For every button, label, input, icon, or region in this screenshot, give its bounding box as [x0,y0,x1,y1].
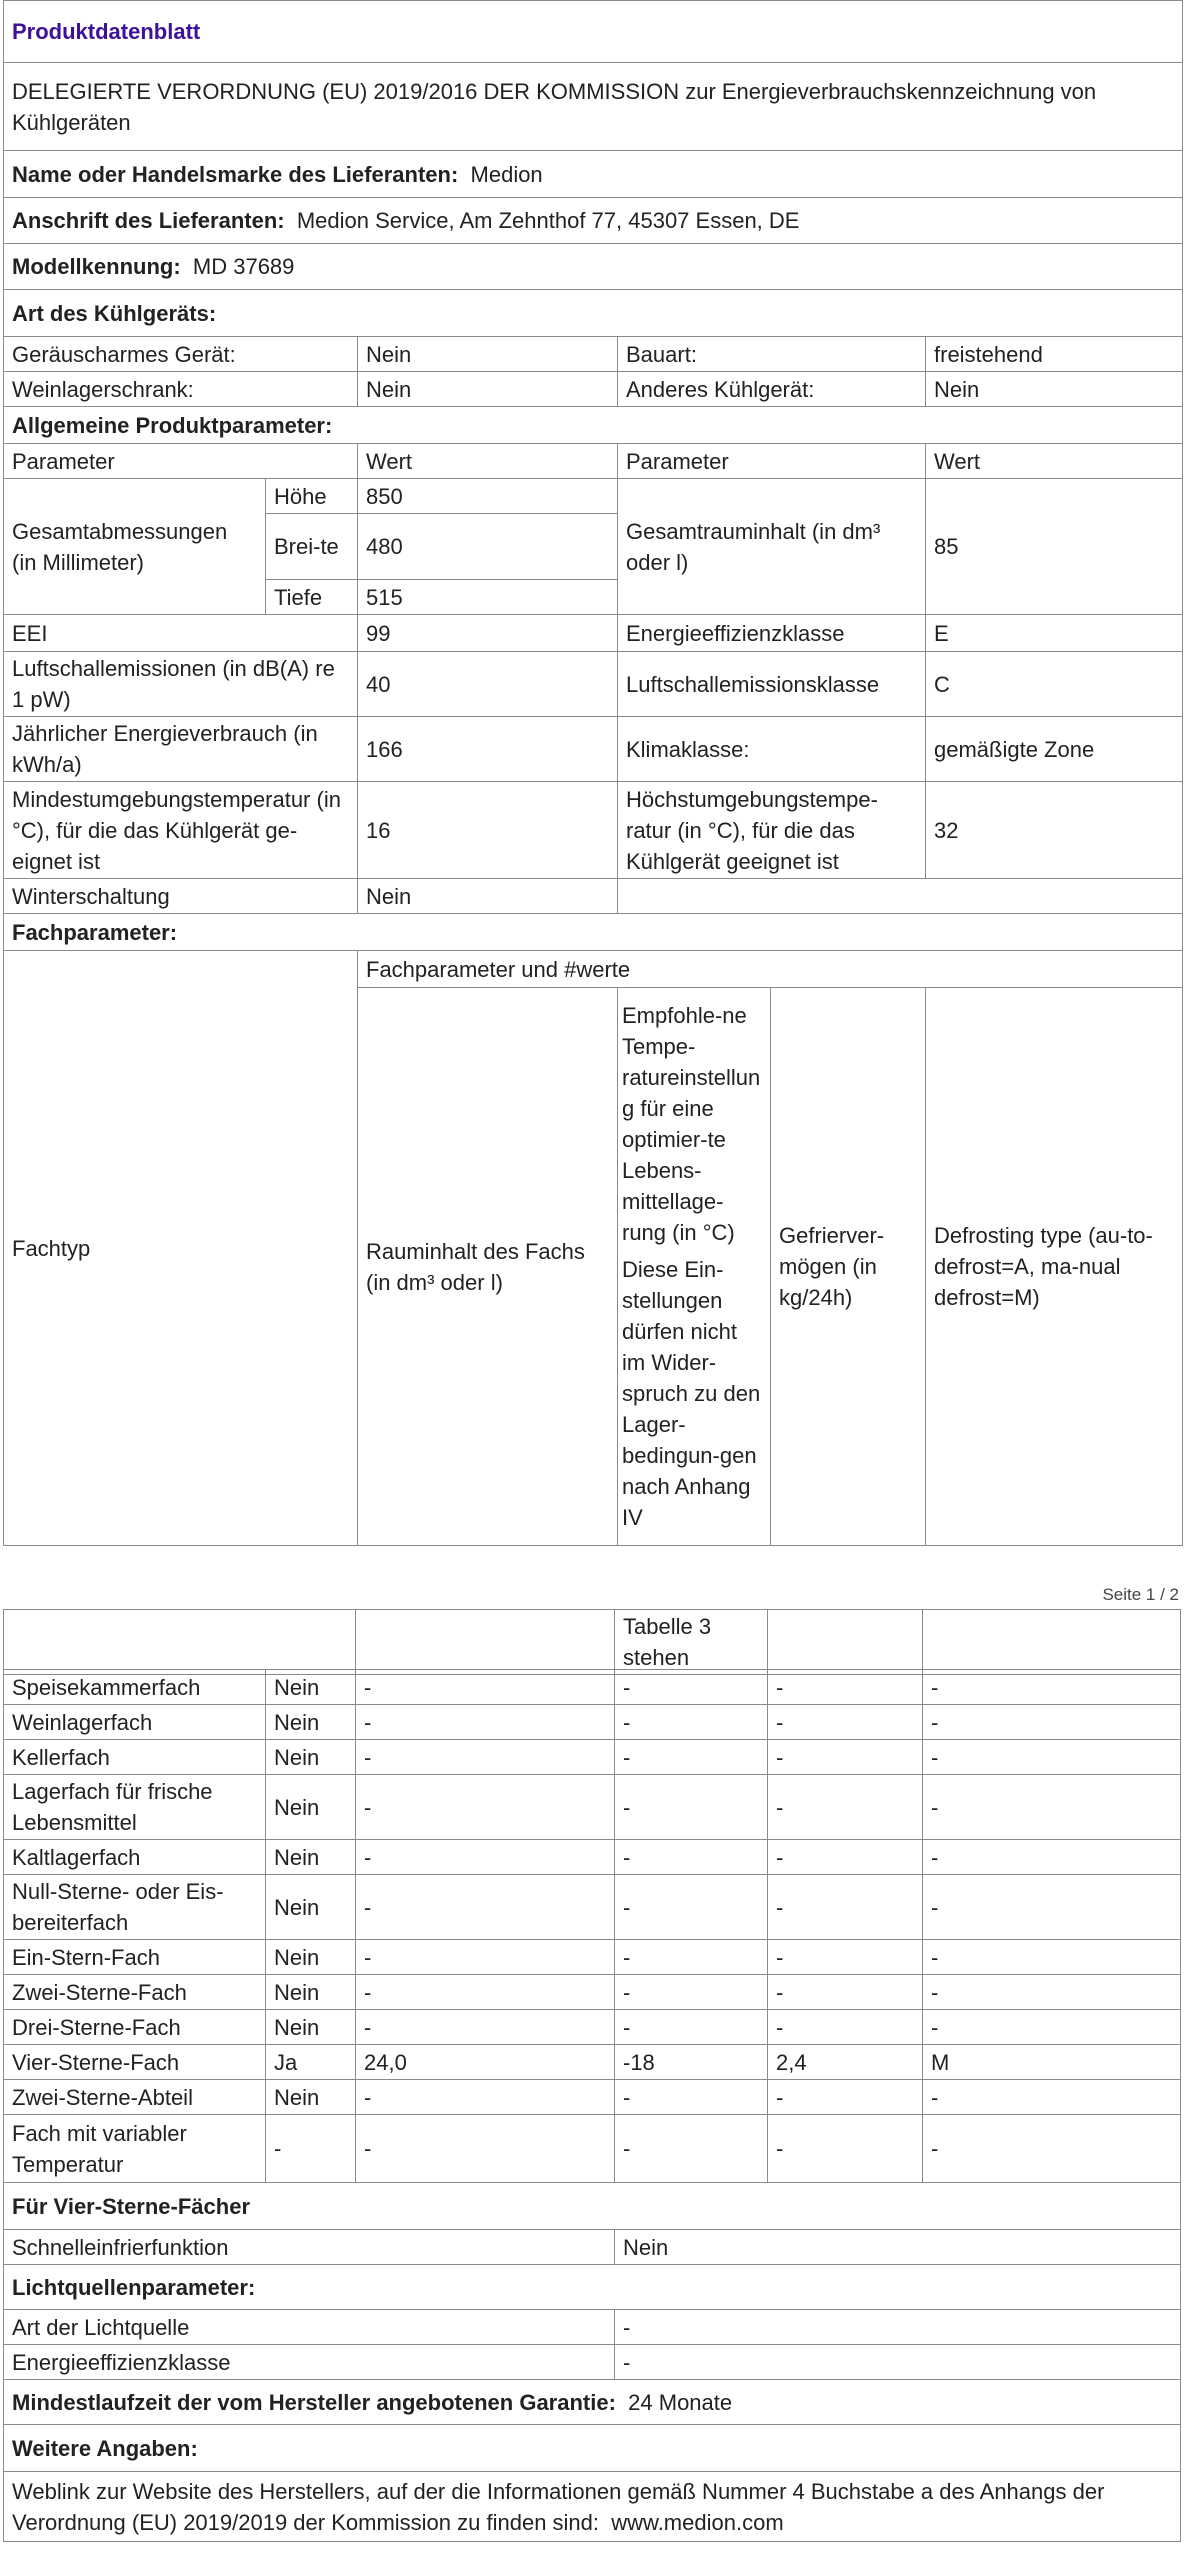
weblink-row [4,2472,1181,2542]
compartment-freeze: - [768,1840,923,1875]
energy-class-label: Energieeffizienzklasse [618,615,926,652]
compartment-freeze: - [768,2010,923,2045]
low-noise-value: Nein [358,337,618,372]
compartment-defrost: - [923,1875,1181,1940]
compartment-present: Nein [266,2010,356,2045]
wine-cabinet-label: Weinlagerschrank: [4,372,358,407]
compartment-rows [3,1669,1181,2542]
eei-label: EEI [4,615,358,652]
compartment-present: Ja [266,2045,356,2080]
compartment-defrost: - [923,2080,1181,2115]
compartment-volume: - [356,1740,615,1775]
compartment-present: Nein [266,2080,356,2115]
compartment-name: Fach mit variabler Temperatur [4,2115,266,2183]
other-appliance-label: Anderes Kühlgerät: [618,372,926,407]
compartment-freeze: - [768,2115,923,2183]
col-defrost-header-cont [923,1610,1181,1675]
compartment-temp: - [615,1940,768,1975]
other-appliance-value: Nein [926,372,1183,407]
compartment-volume: - [356,1670,615,1705]
compartment-freeze: - [768,1705,923,1740]
compartment-defrost: - [923,1940,1181,1975]
compartment-defrost: - [923,2115,1181,2183]
light-class-value: - [615,2345,1181,2380]
col-freeze-header: Gefrierver-mögen (in kg/24h) [771,988,926,1546]
compartment-defrost: - [923,1670,1181,1705]
empty-cell [618,879,1183,914]
compartment-freeze: - [768,1740,923,1775]
compartment-defrost: - [923,1705,1181,1740]
compartment-name: Drei-Sterne-Fach [4,2010,266,2045]
compartment-freeze: - [768,1670,923,1705]
energy-class-value: E [926,615,1183,652]
col-temp-header-part-b: Diese Ein-stellungen dürfen nicht im Wider-spruch zu den Lager-bedingun-gen nach Anhang IV [622,1257,761,1530]
wine-cabinet-value: Nein [358,372,618,407]
compartment-row [4,2080,1181,2115]
compartment-present: Nein [266,1740,356,1775]
warranty-label: Mindestlaufzeit der vom Hersteller angebotenen Garantie: [12,2389,616,2415]
general-params-heading: Allgemeine Produktparameter: [4,407,1183,444]
depth-value: 515 [358,580,618,615]
compartment-temp: - [615,2080,768,2115]
noise-class-value: C [926,652,1183,717]
compartment-temp: - [615,1775,768,1840]
width-value: 480 [358,514,618,580]
height-value: 850 [358,479,618,514]
supplier-name-value: Medion [470,161,543,187]
compartment-row [4,1775,1181,1840]
supplier-address-label: Anschrift des Lieferanten: [12,208,285,233]
height-label: Höhe [266,479,358,514]
compartment-tbody [4,1670,1181,2183]
compartment-temp: - [615,1975,768,2010]
compartment-row [4,1670,1181,1705]
winter-mode-label: Winterschaltung [4,879,358,914]
light-source-heading: Lichtquellenparameter: [4,2265,1181,2310]
col-volume-header-cont [356,1610,615,1675]
compartment-name: Weinlagerfach [4,1705,266,1740]
climate-class-value: gemäßigte Zone [926,717,1183,782]
compartment-present: - [266,2115,356,2183]
compartment-name: Lagerfach für frische Lebensmittel [4,1775,266,1840]
noise-class-label: Luftschallemissionsklasse [618,652,926,717]
compartment-present: Nein [266,1775,356,1840]
winter-mode-value: Nein [358,879,618,914]
compartment-row [4,1940,1181,1975]
noise-emission-label: Luftschallemissionen (in dB(A) re 1 pW) [4,652,358,717]
depth-label: Tiefe [266,580,358,615]
compartment-name: Kellerfach [4,1740,266,1775]
compartment-temp: - [615,1670,768,1705]
compartment-name: Zwei-Sterne-Fach [4,1975,266,2010]
light-type-label: Art der Lichtquelle [4,2310,615,2345]
total-volume-label: Gesamtrauminhalt (in dm³ oder l) [618,479,926,615]
compartment-defrost: - [923,1775,1181,1840]
model-id-label: Modellkennung: [12,254,181,279]
compartment-volume: 24,0 [356,2045,615,2080]
compartment-volume: - [356,2115,615,2183]
col-volume-header: Rauminhalt des Fachs (in dm³ oder l) [358,988,618,1546]
datasheet-table-page-1 [3,0,1183,1546]
min-temp-value: 16 [358,782,618,879]
compartment-row [4,2115,1181,2183]
compartment-volume: - [356,1705,615,1740]
page-title: Produktdatenblatt [4,1,1183,63]
appliance-type-heading: Art des Kühlgeräts: [4,290,1183,337]
compartment-present: Nein [266,1875,356,1940]
supplier-name-row [4,151,1183,198]
supplier-address-value: Medion Service, Am Zehnthof 77, 45307 Essen, DE [296,208,800,233]
supplier-name-label: Name oder Handelsmarke des Lieferanten: [12,161,459,187]
compartment-temp: - [615,1740,768,1775]
compartment-row [4,2045,1181,2080]
compartment-present: Nein [266,1975,356,2010]
col-defrost-header: Defrosting type (au-to-defrost=A, ma-nual defrost=M) [926,988,1183,1546]
compartment-defrost: - [923,1975,1181,2010]
compartment-temp: - [615,2115,768,2183]
compartment-temp: - [615,1875,768,1940]
quick-freeze-value: Nein [615,2230,1181,2265]
compartment-name: Null-Sterne- oder Eis-bereiterfach [4,1875,266,1940]
low-noise-label: Geräuscharmes Gerät: [4,337,358,372]
general-col-value-2: Wert [926,444,1183,479]
compartment-row [4,1740,1181,1775]
compartment-volume: - [356,2010,615,2045]
supplier-address-row [4,198,1183,244]
weblink-text: Weblink zur Website des Herstellers, auf der die Informationen gemäß Nummer 4 Buchstabe a des Anhangs der Verordnung (EU) 2019/2019 der Kommission zu finden sind: [12,2478,1105,2535]
compartment-temp: -18 [615,2045,768,2080]
compartment-volume: - [356,2080,615,2115]
compartment-volume: - [356,1775,615,1840]
compartment-freeze: - [768,1940,923,1975]
design-type-label: Bauart: [618,337,926,372]
max-temp-label: Höchstumgebungstempe-ratur (in °C), für die das Kühlgerät geeignet ist [618,782,926,879]
page-indicator: Seite 1 / 2 [1102,1585,1179,1604]
noise-emission-value: 40 [358,652,618,717]
annual-energy-label: Jährlicher Energieverbrauch (in kWh/a) [4,717,358,782]
regulation-text: DELEGIERTE VERORDNUNG (EU) 2019/2016 DER KOMMISSION zur Energieverbrauchskennzeichnung von Kühlgeräten [4,63,1183,151]
compartment-freeze: - [768,1975,923,2010]
compartment-defrost: - [923,1740,1181,1775]
col-temp-header [618,988,771,1546]
manufacturer-weblink[interactable]: www.medion.com [611,2509,784,2535]
col-temp-header-part-a: Empfohle-ne Tempe-ratureinstellung für eine optimier-te Lebens-mittellage-rung (in °C) [622,1003,761,1245]
compartment-name: Ein-Stern-Fach [4,1940,266,1975]
datasheet-table-page-2 [3,1609,1181,1675]
col-freeze-header-cont [768,1610,923,1675]
general-col-param-2: Parameter [618,444,926,479]
compartment-type-header-cont [4,1610,356,1675]
compartment-name: Zwei-Sterne-Abteil [4,2080,266,2115]
climate-class-label: Klimaklasse: [618,717,926,782]
quick-freeze-label: Schnelleinfrierfunktion [4,2230,615,2265]
annual-energy-value: 166 [358,717,618,782]
compartment-present: Nein [266,1705,356,1740]
compartment-temp: - [615,2010,768,2045]
compartment-volume: - [356,1875,615,1940]
light-class-label: Energieeffizienzklasse [4,2345,615,2380]
compartment-freeze: - [768,1875,923,1940]
compartment-defrost: - [923,1840,1181,1875]
compartment-defrost: M [923,2045,1181,2080]
warranty-row [4,2380,1181,2425]
compartment-defrost: - [923,2010,1181,2045]
general-col-value: Wert [358,444,618,479]
compartment-row [4,1705,1181,1740]
col-temp-header-part-c: Tabelle 3 stehen [615,1610,768,1675]
compartment-freeze: - [768,2080,923,2115]
design-type-value: freistehend [926,337,1183,372]
compartment-params-heading: Fachparameter: [4,914,1183,951]
compartment-volume: - [356,1840,615,1875]
compartment-name: Kaltlagerfach [4,1840,266,1875]
compartment-freeze: - [768,1775,923,1840]
compartment-volume: - [356,1975,615,2010]
max-temp-value: 32 [926,782,1183,879]
dimensions-label: Gesamtabmessungen (in Millimeter) [4,479,266,615]
compartment-temp: - [615,1840,768,1875]
model-id-value: MD 37689 [192,254,295,279]
further-info-heading: Weitere Angaben: [4,2425,1181,2472]
eei-value: 99 [358,615,618,652]
compartment-present: Nein [266,1940,356,1975]
width-label: Brei-te [266,514,358,580]
compartment-type-header: Fachtyp [4,951,358,1546]
general-col-param: Parameter [4,444,358,479]
compartment-name: Speisekammerfach [4,1670,266,1705]
total-volume-value: 85 [926,479,1183,615]
compartment-row [4,2010,1181,2045]
light-type-value: - [615,2310,1181,2345]
compartment-row [4,1840,1181,1875]
compartment-freeze: 2,4 [768,2045,923,2080]
four-star-heading: Für Vier-Sterne-Fächer [4,2183,1181,2230]
model-id-row [4,244,1183,290]
compartment-present: Nein [266,1840,356,1875]
min-temp-label: Mindestumgebungstemperatur (in °C), für die das Kühlgerät ge-eignet ist [4,782,358,879]
compartment-present: Nein [266,1670,356,1705]
compartment-temp: - [615,1705,768,1740]
compartment-row [4,1875,1181,1940]
compartment-group-header: Fachparameter und #werte [358,951,1183,988]
warranty-value: 24 Monate [628,2389,733,2415]
compartment-volume: - [356,1940,615,1975]
compartment-row [4,1975,1181,2010]
compartment-name: Vier-Sterne-Fach [4,2045,266,2080]
